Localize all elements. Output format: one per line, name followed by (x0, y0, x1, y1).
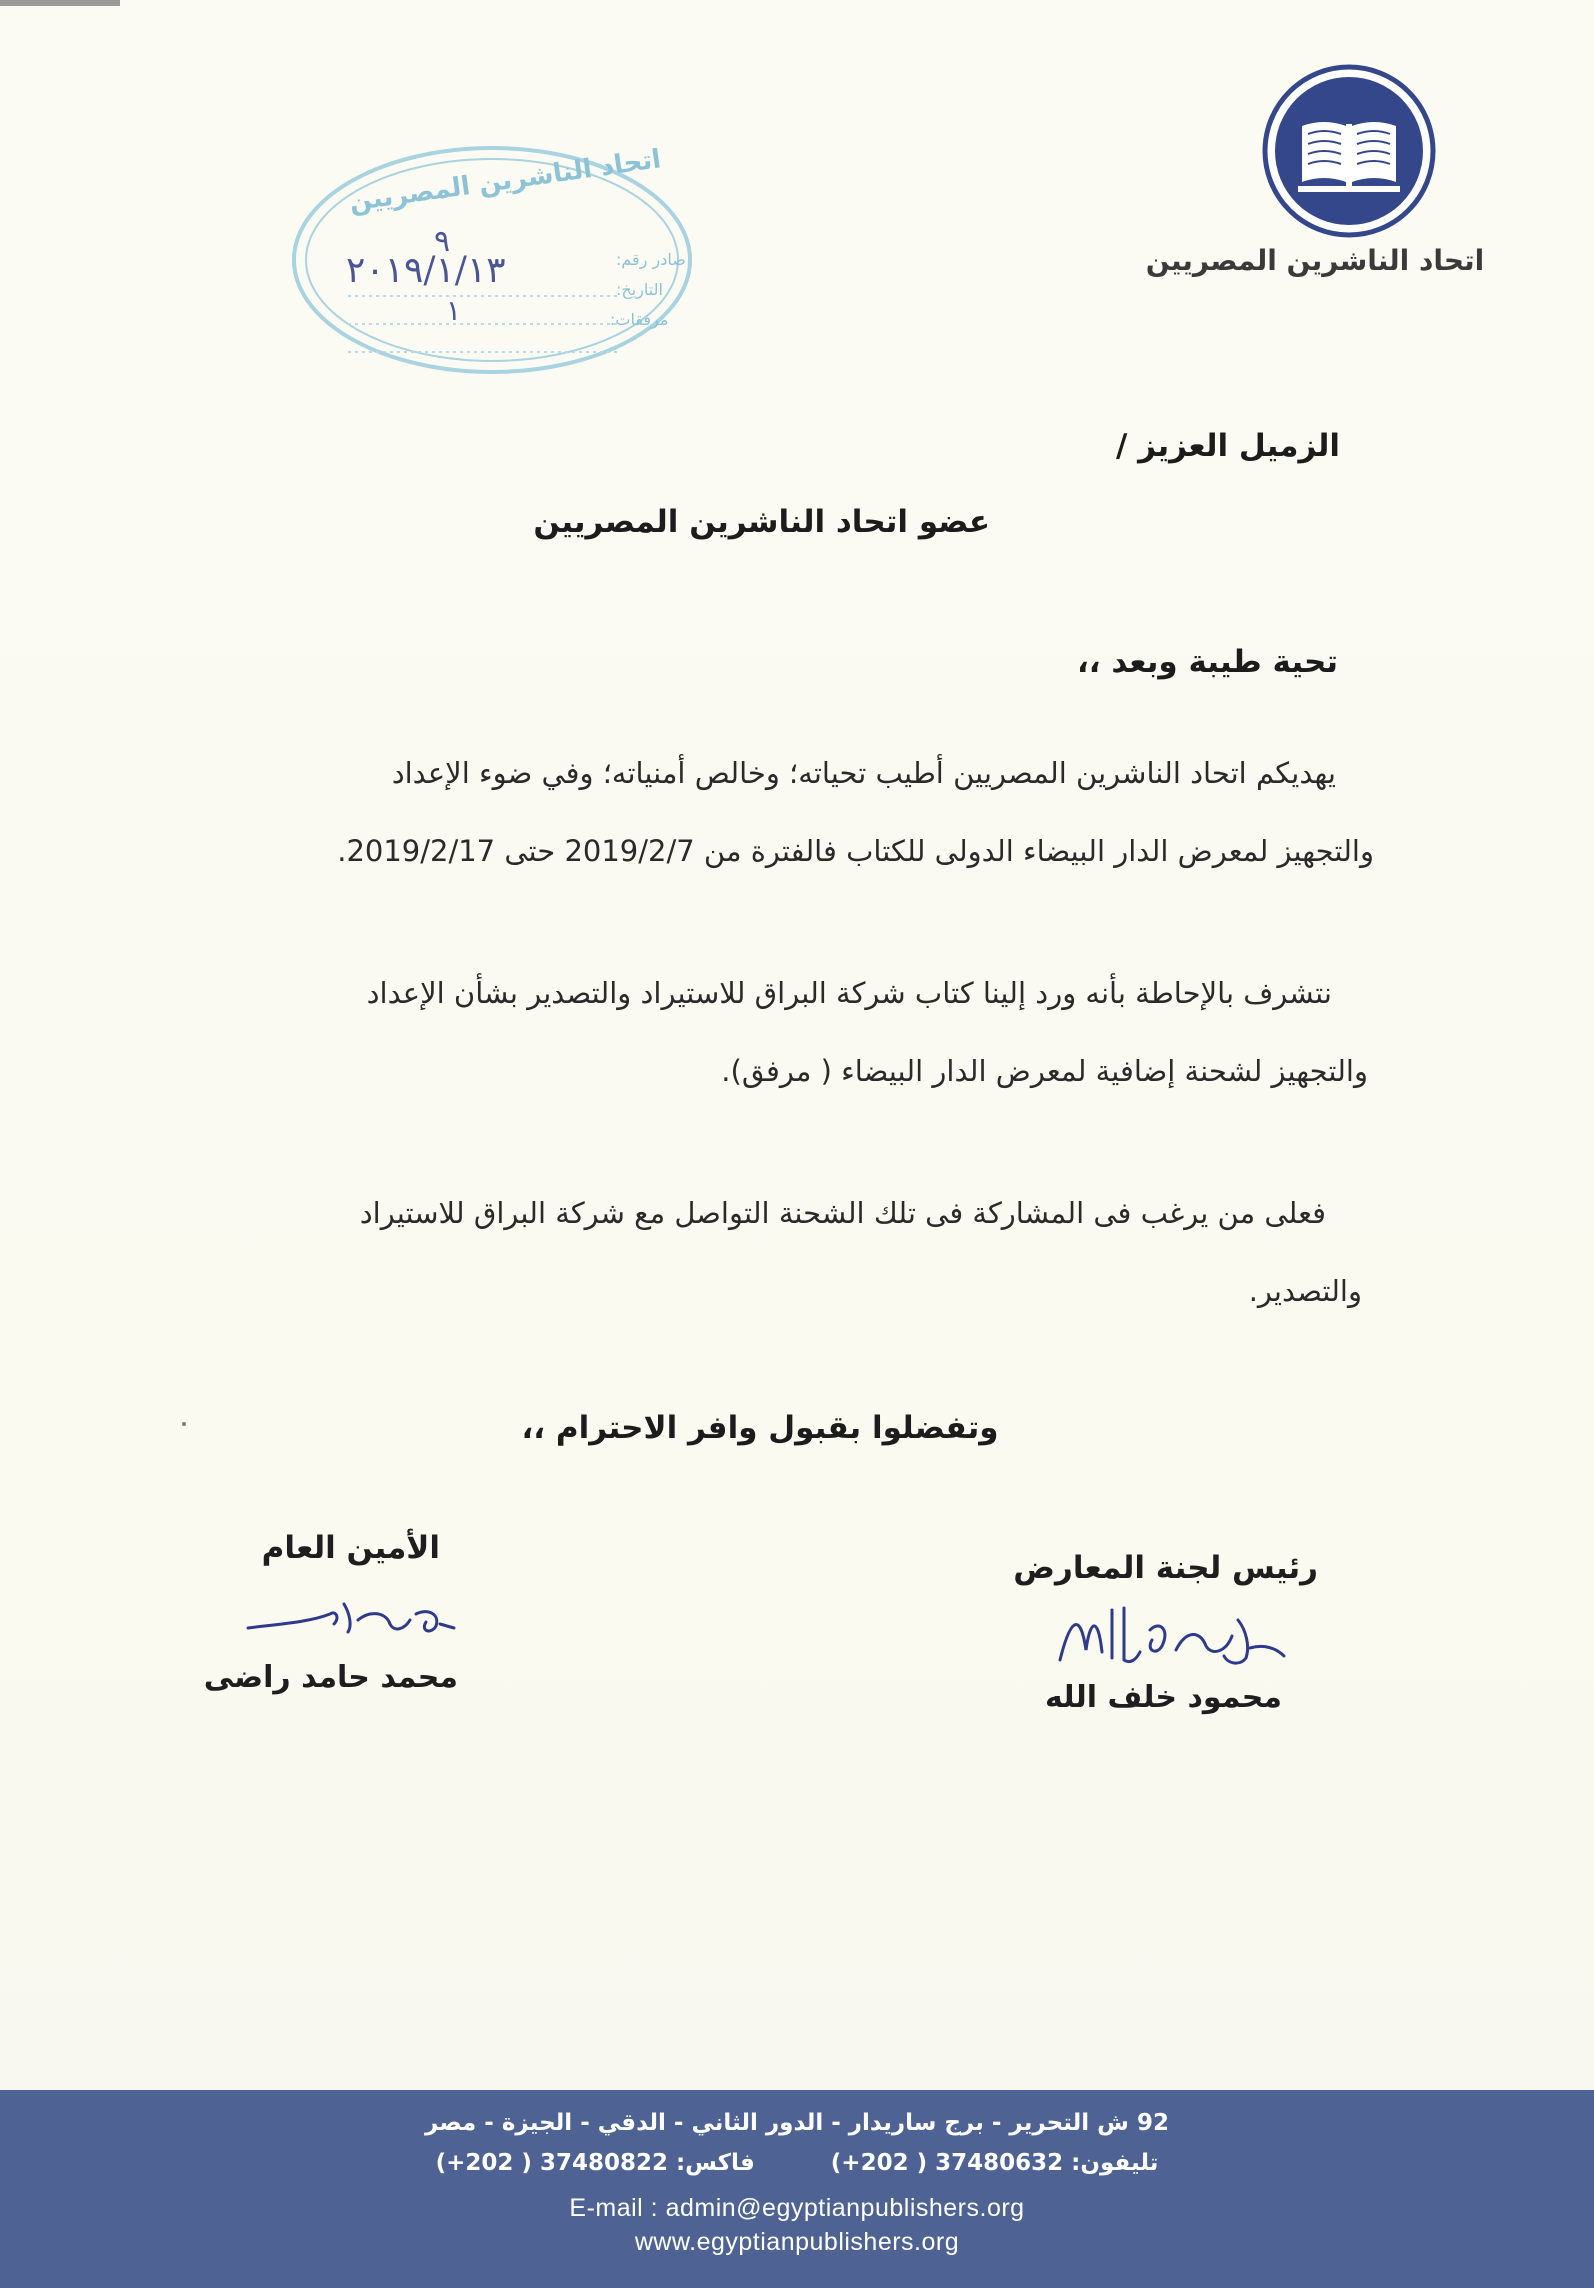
salutation-line: الزميل العزيز / (1116, 428, 1340, 464)
stamp-org-name: اتحاد الناشرين المصريين (347, 144, 663, 218)
secretary-general-signature (240, 1584, 460, 1644)
recipient-line: عضو اتحاد الناشرين المصريين (533, 504, 990, 540)
organization-name: اتحاد الناشرين المصريين (1145, 244, 1485, 277)
incoming-stamp (288, 140, 696, 380)
secretary-general-title: الأمين العام (261, 1530, 440, 1566)
letterhead-footer (0, 2090, 1594, 2288)
footer-website[interactable]: www.egyptianpublishers.org (634, 2228, 960, 2256)
publishers-union-book-logo (1262, 64, 1436, 238)
closing-line: وتفضلوا بقبول وافر الاحترام ،، (521, 1410, 999, 1446)
stamp-date-label: التاريخ: (616, 280, 663, 299)
scan-speck (182, 1422, 186, 1426)
stamp-attachments-label: مرفقات: (610, 310, 669, 329)
paragraph-3-line-1: فعلى من يرغب فى المشاركة فى تلك الشحنة التواصل مع شركة البراق للاستيراد (359, 1196, 1326, 1230)
exhibitions-chair-title: رئيس لجنة المعارض (1013, 1550, 1318, 1586)
footer-phone: تليفون: 37480632 ( 202+) (830, 2150, 1159, 2176)
footer-email[interactable]: E-mail : admin@egyptianpublishers.org (569, 2194, 1025, 2222)
paragraph-2-line-1: نتشرف بالإحاطة بأنه ورد إلينا كتاب شركة البراق للاستيراد والتصدير بشأن الإعداد (366, 976, 1332, 1010)
secretary-general-name: محمد حامد راضى (203, 1660, 458, 1695)
stamp-attachments-count: ١ (446, 294, 462, 327)
paragraph-2-line-2: والتجهيز لشحنة إضافية لمعرض الدار البيضاء ( مرفق). (721, 1054, 1368, 1088)
scan-edge-mark (0, 0, 120, 6)
paragraph-1-line-2: والتجهيز لمعرض الدار البيضاء الدولى للكتاب فالفترة من 2019/2/7 حتى 2019/2/17. (337, 834, 1374, 868)
paragraph-3-line-2: والتصدير. (1248, 1274, 1362, 1308)
stamp-outgoing-label: صادر رقم: (616, 250, 686, 269)
exhibitions-chair-name: محمود خلف الله (1045, 1680, 1282, 1715)
footer-address: 92 ش التحرير - برج ساريدار - الدور الثاني - الدقي - الجيزة - مصر (425, 2110, 1169, 2136)
exhibitions-chair-signature (1050, 1590, 1290, 1680)
footer-fax: فاكس: 37480822 ( 202+) (435, 2150, 755, 2176)
greeting-line: تحية طيبة وبعد ،، (1077, 644, 1338, 680)
stamp-date-value: ٢٠١٩/١/١٣ (346, 250, 506, 291)
stamp-outgoing-number: ٩ (434, 224, 451, 259)
footer-phone-fax (0, 2150, 1594, 2176)
paragraph-1-line-1: يهديكم اتحاد الناشرين المصريين أطيب تحياته؛ وخالص أمنياته؛ وفي ضوء الإعداد (391, 756, 1336, 790)
